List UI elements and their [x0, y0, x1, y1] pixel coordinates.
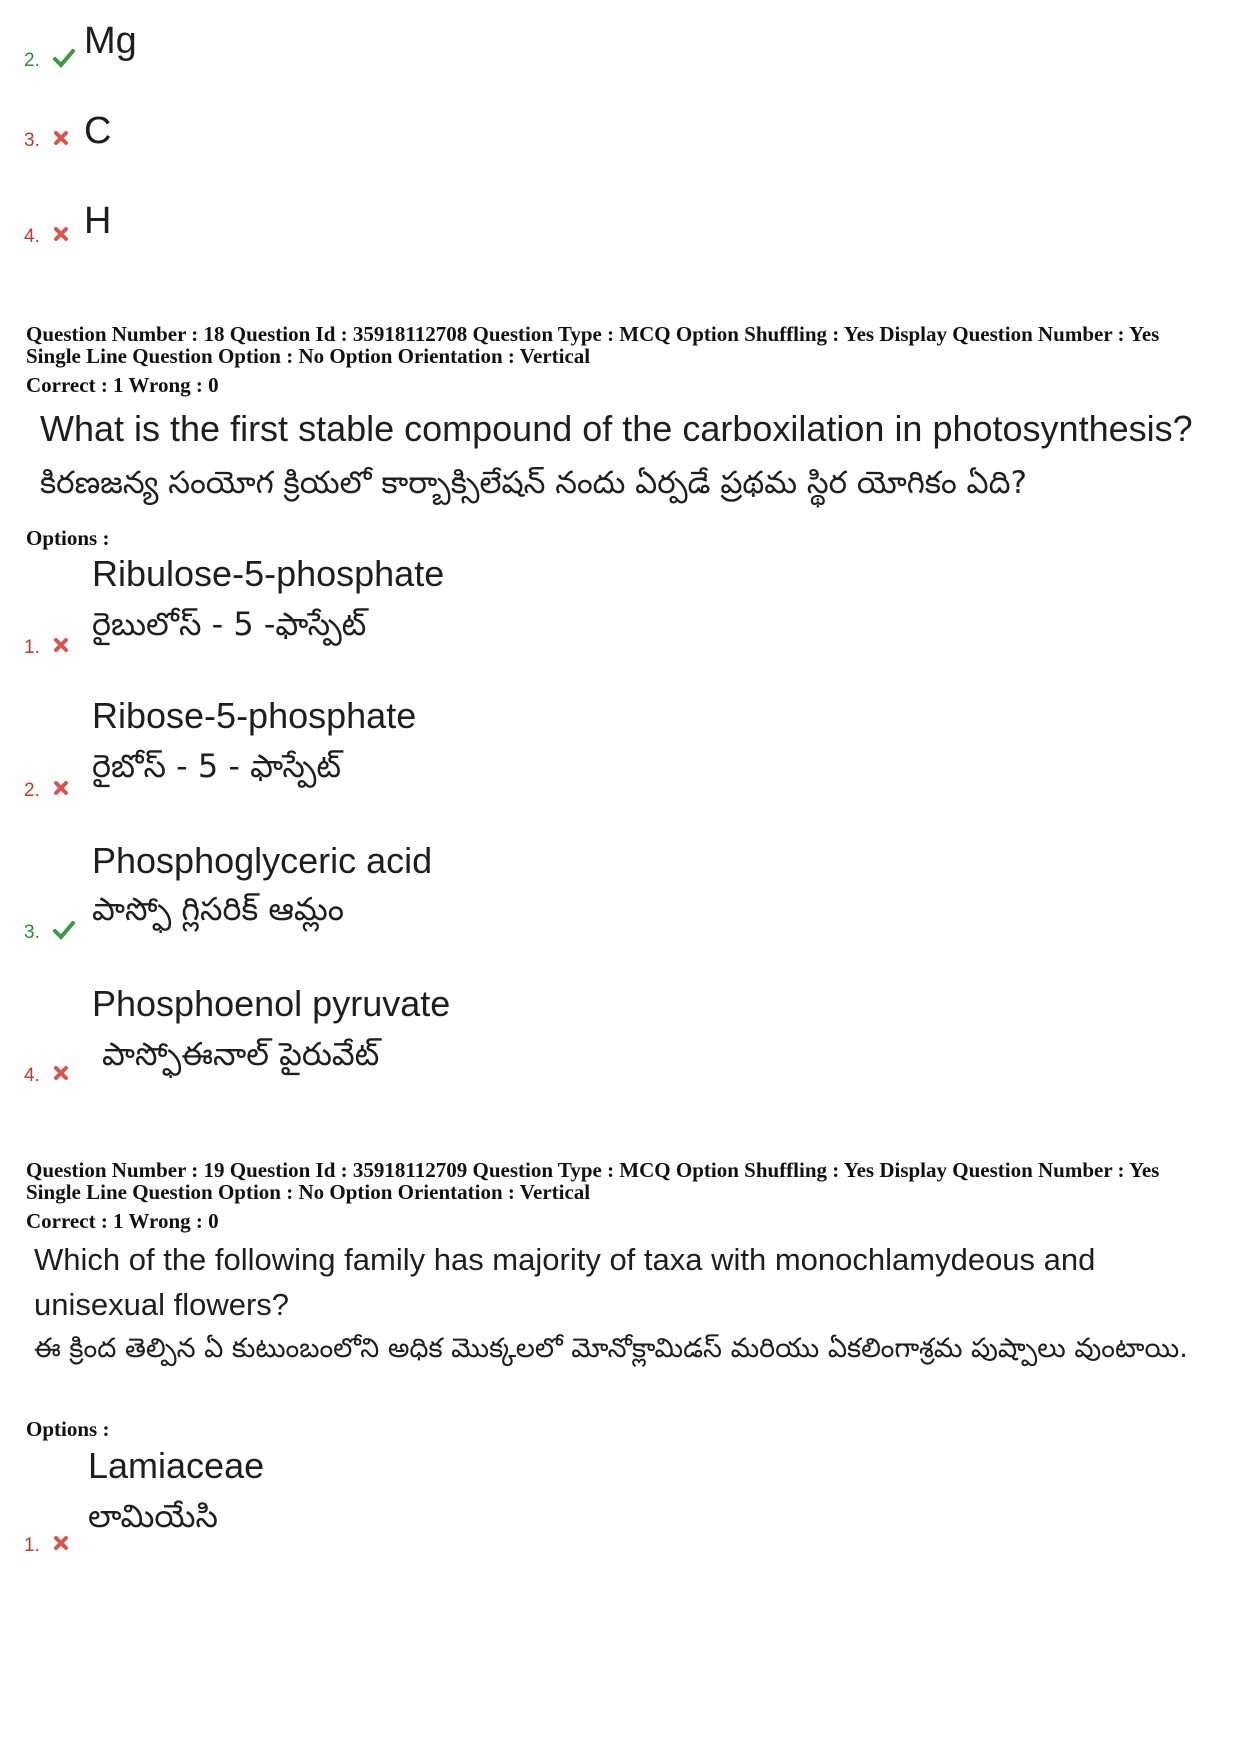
question-text-telugu: కిరణజన్య సంయోగ క్రియలో కార్బాక్సిలేషన్ నందు ఏర్పడే ప్రథమ స్థిర యోగికం ఏది? — [40, 465, 1027, 501]
option-text: C — [84, 110, 112, 152]
option-number: 1. — [24, 637, 40, 658]
option-text: Mg — [84, 20, 137, 62]
option-text-telugu: రైబోస్ - 5 - ఫాస్పేట్ — [92, 747, 342, 785]
option-number: 4. — [24, 226, 40, 247]
cross-icon — [53, 780, 73, 800]
question-text: Which of the following family has majority of taxa with monochlamydeous and unisexual flowers? — [34, 1242, 1096, 1322]
question-meta: Single Line Question Option : No Option Orientation : Vertical — [26, 344, 591, 368]
option-text: Lamiaceae — [88, 1445, 265, 1486]
cross-icon — [53, 130, 73, 150]
check-icon — [53, 920, 73, 940]
question-meta: Single Line Question Option : No Option Orientation : Vertical — [26, 1180, 591, 1204]
cross-icon — [53, 1535, 73, 1555]
option-text-telugu: పాస్ఫోఈనాల్ పైరువేట్ — [102, 1035, 380, 1073]
option-text-telugu: రైబులోస్ - 5 -ఫాస్పేట్ — [92, 605, 367, 643]
cross-icon — [53, 637, 73, 657]
option-text-telugu: లామియేసి — [88, 1497, 218, 1535]
option-text: Phosphoenol pyruvate — [92, 983, 451, 1024]
check-icon — [53, 48, 73, 68]
option-text: Phosphoglyceric acid — [92, 840, 433, 881]
question-text: What is the first stable compound of the carboxilation in photosynthesis? — [40, 408, 1193, 449]
cross-icon — [53, 1065, 73, 1085]
cross-icon — [53, 226, 73, 246]
option-number: 2. — [24, 50, 40, 71]
question-text-telugu: ఈ క్రింద తెల్పిన ఏ కుటుంబంలోని అధిక మొక్కలలో మోనోక్లామిడస్ మరియు ఏకలింగాశ్రమ పుష్పాలు వుంటాయి. — [34, 1333, 1188, 1364]
option-text: H — [84, 200, 112, 242]
question-meta: Question Number : 19 Question Id : 35918112709 Question Type : MCQ Option Shuffling : Yes Display Question Number : Yes — [26, 1158, 1160, 1182]
option-number: 3. — [24, 922, 40, 943]
question-meta: Question Number : 18 Question Id : 35918112708 Question Type : MCQ Option Shuffling : Yes Display Question Number : Yes — [26, 322, 1160, 346]
options-label: Options : — [26, 1417, 110, 1441]
option-number: 2. — [24, 780, 40, 801]
question-marks: Correct : 1 Wrong : 0 — [26, 373, 219, 397]
option-text: Ribose-5-phosphate — [92, 695, 417, 736]
option-text-telugu: పాస్ఫో గ్లిసరిక్ ఆమ్లం — [92, 890, 344, 928]
option-number: 4. — [24, 1065, 40, 1086]
option-number: 1. — [24, 1535, 40, 1556]
option-text: Ribulose-5-phosphate — [92, 553, 445, 594]
option-number: 3. — [24, 130, 40, 151]
options-label: Options : — [26, 526, 110, 550]
question-marks: Correct : 1 Wrong : 0 — [26, 1209, 219, 1233]
